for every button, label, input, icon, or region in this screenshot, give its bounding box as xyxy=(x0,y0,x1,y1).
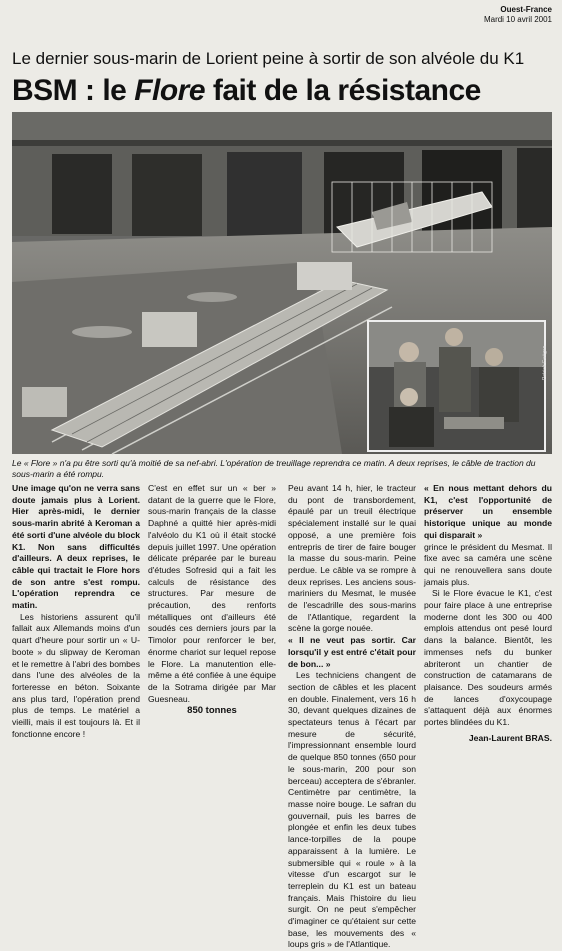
masthead xyxy=(484,5,552,25)
article-column-3 xyxy=(288,483,416,950)
headline-part1: BSM : le xyxy=(12,74,135,107)
article-quote-1: « Il ne veut pas sortir. Car lorsqu'il y est entré c'était pour de bon... » xyxy=(288,635,416,669)
headline-italic: Flore xyxy=(134,74,206,107)
article-paragraph-1: Les historiens assurent qu'il fallait aux Allemands moins d'un quart d'heure pour sortir un « U-boote » du slipway de Keroman et le remettre à l'abri des bombes dans l'une des alvéoles de la forteresse en béton. Soixante ans plus tard, l'opération prend plus de temps. Le matériel a vieilli, mais il est toujours là. Et il fonctionne encore ! xyxy=(12,611,140,739)
article-paragraph-4: Les techniciens changent de section de câbles et les placent en double. Finalement, vers 16 h 30, devant quelques dizaines de spectateurs tenus à l'écart par mesure de sécurité, l'impressionnant ensemble lourd de quelque 850 tonnes (650 pour le sous-marin, 200 pour son berceau) acceptera de s'ébranler. Centimètre par centimètre, la masse noire bouge. Le safran du gouvernail, puis les barres de plongée et enfin les deux tubes lance-torpilles de la poupe apparaissent à la lumière. Le submersible qui « roule » à la vitesse d'un escargot sur le terreplein du K1 est un bateau français. Mais l'histoire du lieu surgit. On ne peut s'empêcher d'imaginer ce qu'étaient sur cette base, les mouvements des « loups gris » de l'Atlantique. xyxy=(288,670,416,950)
workers-inset-photo xyxy=(367,320,546,452)
article-column-1 xyxy=(12,483,140,739)
article-lead: Une image qu'on ne verra sans doute jamais plus à Lorient. Hier après-midi, le dernier sous-marin abrité à Keroman a été sorti d'une alvéole du block K1. Non sans difficultés d'ailleurs. A deux reprises, le câble qui tractait le Flore hors de son antre s'est rompu. L'opération reprendra ce matin. xyxy=(12,483,140,611)
article-signature: Jean-Laurent BRAS. xyxy=(468,732,552,743)
photo-credit: Patrick Guégan xyxy=(542,345,548,380)
article-headline xyxy=(12,74,557,108)
newspaper-name: Ouest-France xyxy=(500,5,552,14)
headline-part2: fait de la résistance xyxy=(205,74,481,107)
article-paragraph-5: grince le président du Mesmat. Il fixe avec sa caméra une scène qui ne renouvellera sans doute jamais plus. xyxy=(424,541,552,587)
workers-illustration xyxy=(369,322,544,450)
article-paragraph-3: Peu avant 14 h, hier, le tracteur du pont de transbordement, épaulé par un treuil électrique spécialement installé sur le quai opposé, a une première fois entrepris de tirer de faire bouger la masse du sous-marin. Peine perdue. Le câble va se rompre à deux reprises. Les anciens sous-mariniers du Mesmat, le musée de l'escadrille des sous-marins de l'Atlantique, regardent la scène la gorge nouée. xyxy=(288,483,416,634)
photo-caption: Le « Flore » n'a pu être sorti qu'à moitié de sa nef-abri. L'opération de treuillage reprendra ce matin. A deux reprises, le câble de traction du sous-marin a été rompu. xyxy=(12,458,536,479)
issue-date: Mardi 10 avril 2001 xyxy=(483,15,552,24)
article-subhead: 850 tonnes xyxy=(187,705,237,717)
article-paragraph-6: Si le Flore évacue le K1, c'est pour faire place à une entreprise moderne dont les 300 ou 400 emplois attendus ont pesé lourd dans la balance. Bientôt, les immenses nefs du bunker abriteront un chantier de construction de catamarans de plaisance. Des soudeurs armés de lances d'oxycoupage s'attaquent déjà aux énormes portes blindées du K1. xyxy=(424,588,552,728)
article-column-4 xyxy=(424,483,552,743)
article-kicker: Le dernier sous-marin de Lorient peine à sortir de son alvéole du K1 xyxy=(12,49,525,68)
article-quote-2: « En nous mettant dehors du K1, c'est l'opportunité de préserver un ensemble historique unique au monde qui disparait » xyxy=(424,483,552,540)
article-column-2 xyxy=(148,483,276,717)
article-paragraph-2: C'est en effet sur un « ber » datant de la guerre que le Flore, sous-marin français de la classe Daphné a quitté hier après-midi l'alvéolo du K1 où il était stocké depuis juillet 1997. Une opération délicate préparée par le bureau d'études Sofresid qui a fait les calculs de résistance des structures. Par mesure de précaution, des renforts métalliques ont d'ailleurs été soudés ces derniers jours par la Timolor pour renforcer le ber, énorme chariot sur lequel repose le Flore. La manutention elle-même a été confiée à une équipe de la Sotrama dirigée par Mar Guesneau. xyxy=(148,483,276,704)
